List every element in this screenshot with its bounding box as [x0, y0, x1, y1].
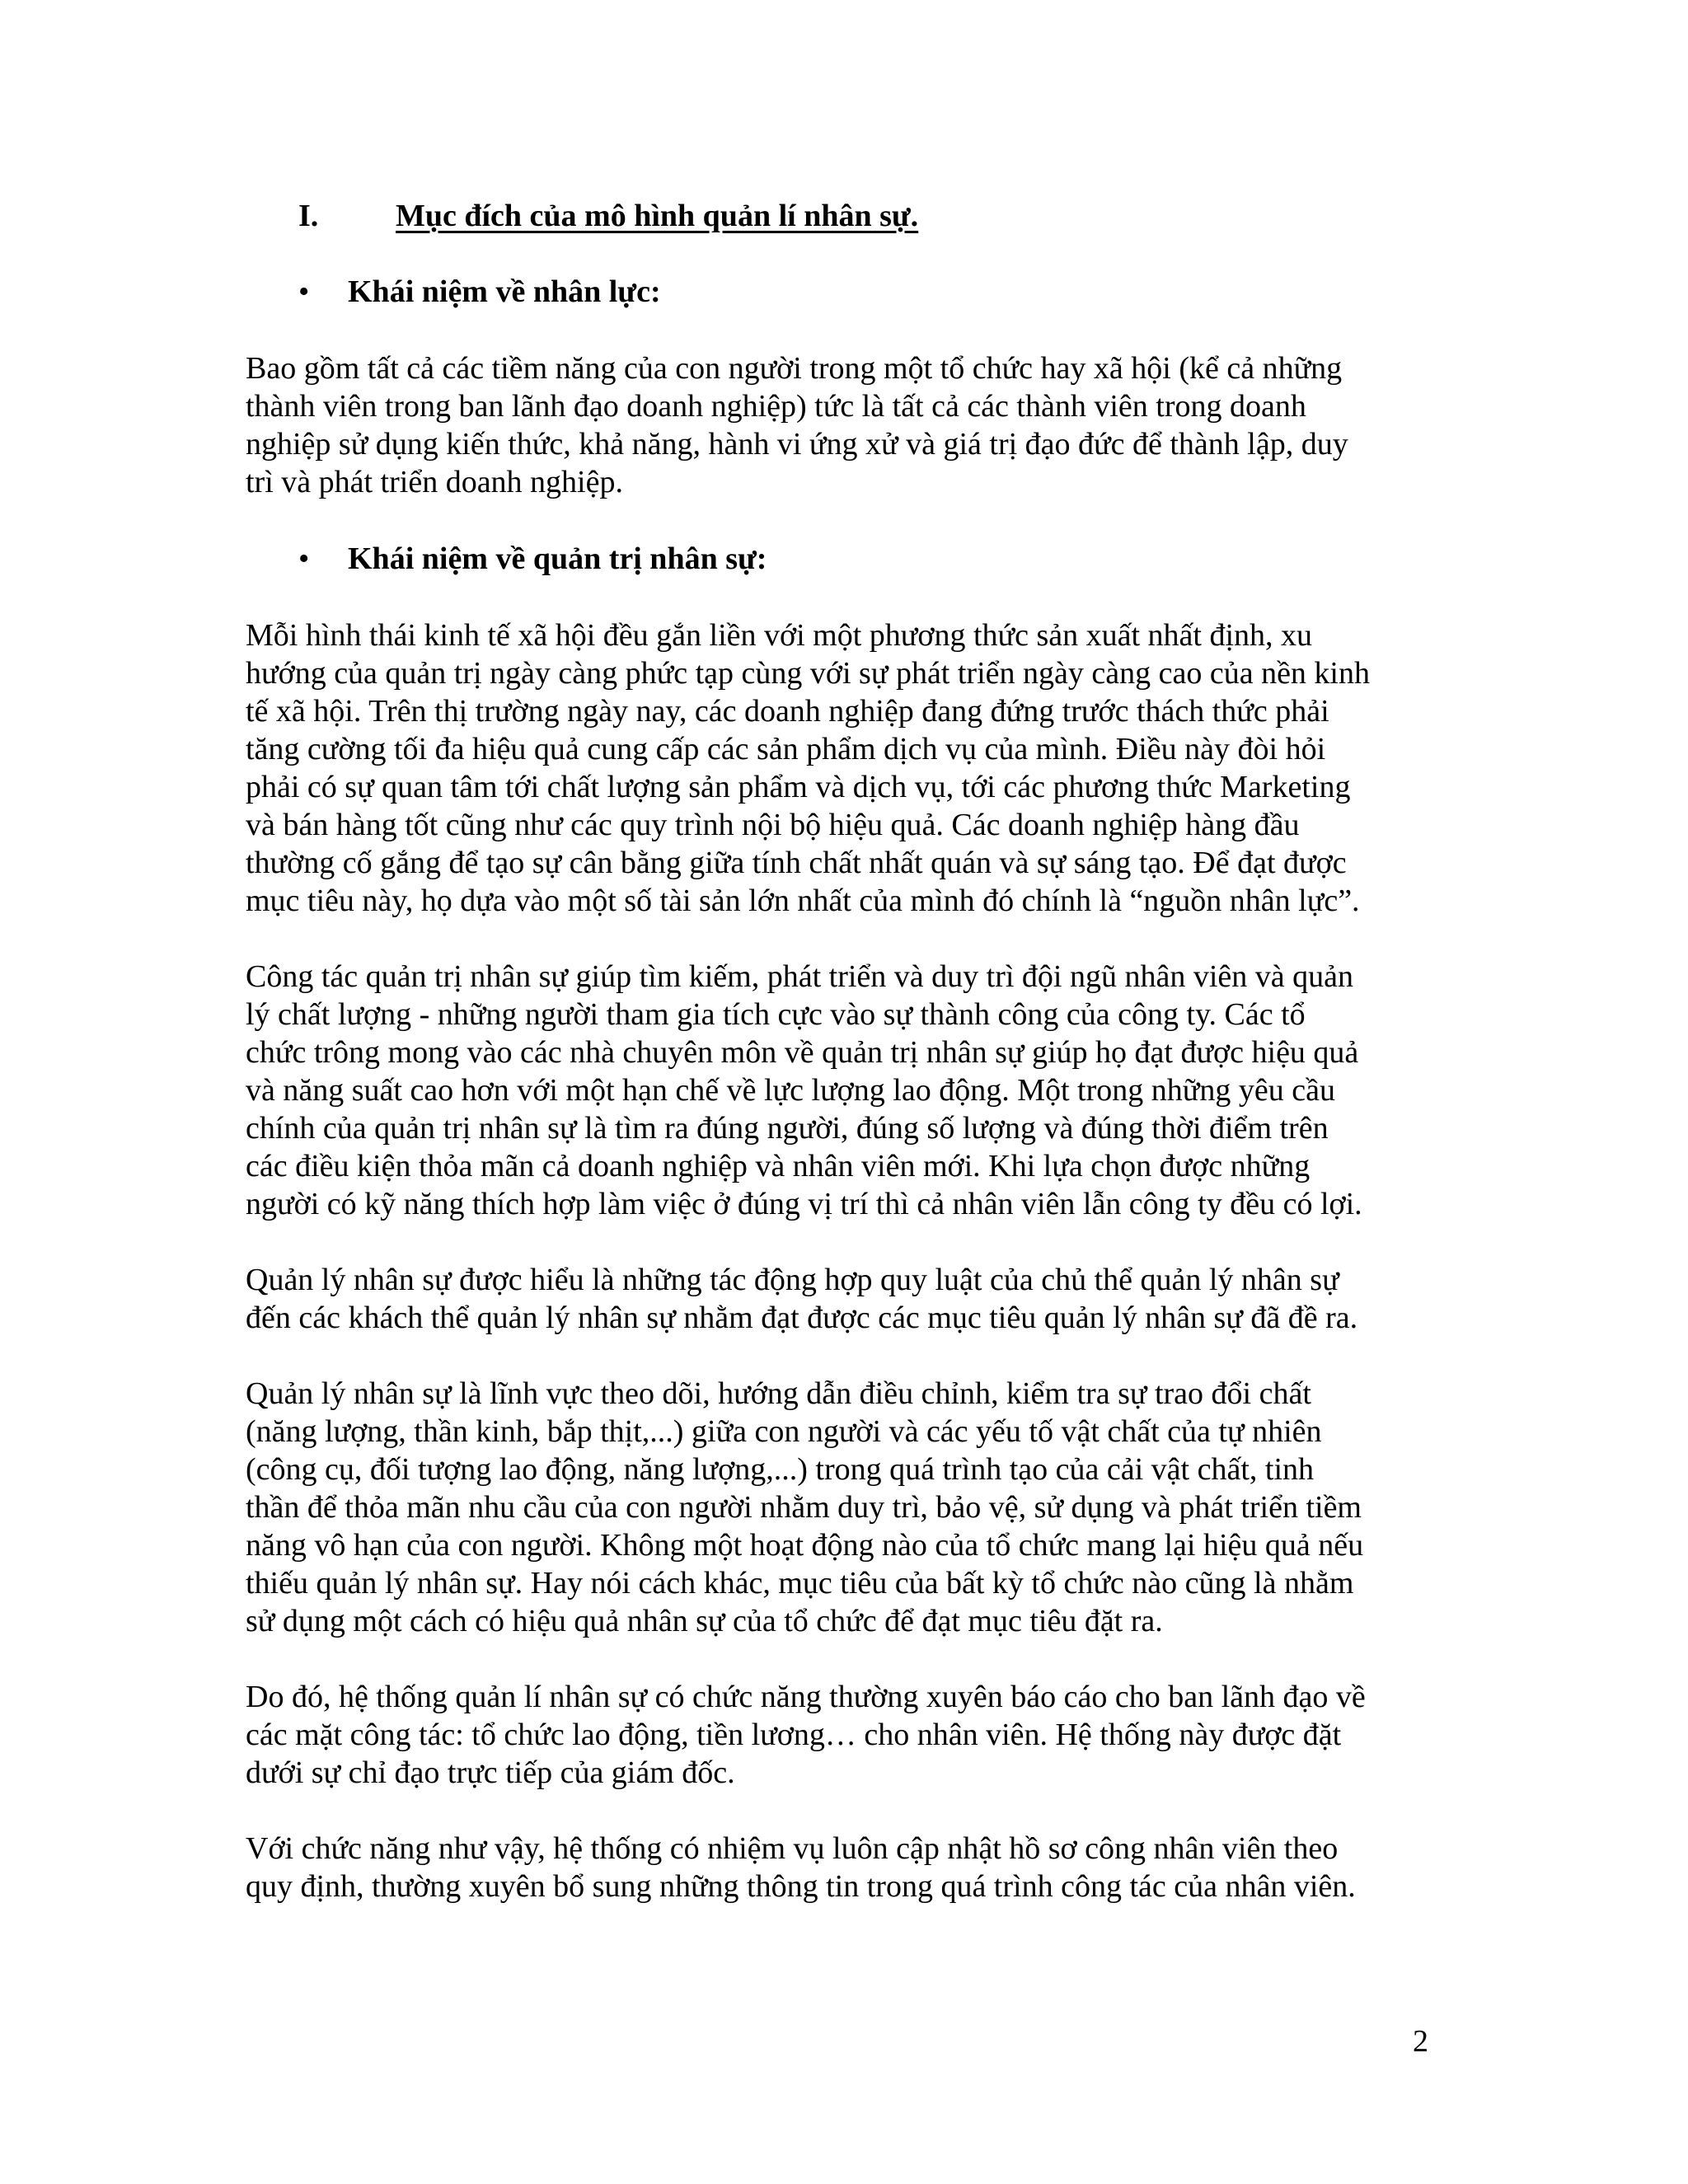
section-title: Mục đích của mô hình quản lí nhân sự.: [396, 199, 919, 233]
bullet-item: [298, 539, 767, 579]
page-number: 2: [1413, 2024, 1428, 2059]
paragraph: Quản lý nhân sự là lĩnh vực theo dõi, hướng dẫn điều chỉnh, kiểm tra sự trao đổi chất (năng lượng, thần kinh, bắp thịt,...) giữa con người và các yếu tố vật chất của tự nhiên (công cụ, đối tượng lao động, năng lượng,...) trong quá trình tạo của cải vật chất, tinh thần để thỏa mãn nhu cầu của con người nhằm duy trì, bảo vệ, sử dụng và phát triển tiềm năng vô hạn của con người. Không một hoạt động nào của tổ chức mang lại hiệu quả nếu thiếu quản lý nhân sự. Hay nói cách khác, mục tiêu của bất kỳ tổ chức nào cũng là nhằm sử dụng một cách có hiệu quả nhân sự của tổ chức để đạt mục tiêu đặt ra.: [246, 1376, 1364, 1638]
section-number: I.: [298, 199, 319, 233]
bullet-item: [298, 272, 661, 312]
paragraph: Do đó, hệ thống quản lí nhân sự có chức năng thường xuyên báo cáo cho ban lãnh đạo về các mặt công tác: tổ chức lao động, tiền lương… cho nhân viên. Hệ thống này được đặt dưới sự chỉ đạo trực tiếp của giám đốc.: [246, 1680, 1366, 1790]
paragraph: Quản lý nhân sự được hiểu là những tác động hợp quy luật của chủ thể quản lý nhân sự đến các khách thể quản lý nhân sự nhằm đạt được các mục tiêu quản lý nhân sự đã đề ra.: [246, 1263, 1358, 1335]
bullet-label: Khái niệm về nhân lực:: [348, 274, 661, 309]
paragraph: Với chức năng như vậy, hệ thống có nhiệm vụ luôn cập nhật hồ sơ công nhân viên theo quy định, thường xuyên bổ sung những thông tin trong quá trình công tác của nhân viên.: [246, 1831, 1356, 1904]
paragraph: Bao gồm tất cả các tiềm năng của con người trong một tổ chức hay xã hội (kể cả những thành viên trong ban lãnh đạo doanh nghiệp) tức là tất cả các thành viên trong doanh nghiệp sử dụng kiến thức, khả năng, hành vi ứng xử và giá trị đạo đức để thành lập, duy trì và phát triển doanh nghiệp.: [246, 351, 1348, 499]
bullet-label: Khái niệm về quản trị nhân sự:: [348, 541, 767, 576]
paragraph: Công tác quản trị nhân sự giúp tìm kiếm, phát triển và duy trì đội ngũ nhân viên và quản lý chất lượng - những người tham gia tích cực vào sự thành công của công ty. Các tổ chức trông mong vào các nhà chuyên môn về quản trị nhân sự giúp họ đạt được hiệu quả và năng suất cao hơn với một hạn chế về lực lượng lao động. Một trong những yêu cầu chính của quản trị nhân sự là tìm ra đúng người, đúng số lượng và đúng thời điểm trên các điều kiện thỏa mãn cả doanh nghiệp và nhân viên mới. Khi lựa chọn được những người có kỹ năng thích hợp làm việc ở đúng vị trí thì cả nhân viên lẫn công ty đều có lợi.: [246, 959, 1362, 1221]
bullet-icon: •: [298, 274, 310, 309]
section-heading: [298, 196, 918, 236]
bullet-icon: •: [298, 541, 310, 576]
paragraph: Mỗi hình thái kinh tế xã hội đều gắn liền với một phương thức sản xuất nhất định, xu hướng của quản trị ngày càng phức tạp cùng với sự phát triển ngày càng cao của nền kinh tế xã hội. Trên thị trường ngày nay, các doanh nghiệp đang đứng trước thách thức phải tăng cường tối đa hiệu quả cung cấp các sản phẩm dịch vụ của mình. Điều này đòi hỏi phải có sự quan tâm tới chất lượng sản phẩm và dịch vụ, tới các phương thức Marketing và bán hàng tốt cũng như các quy trình nội bộ hiệu quả. Các doanh nghiệp hàng đầu thường cố gắng để tạo sự cân bằng giữa tính chất nhất quán và sự sáng tạo. Để đạt được mục tiêu này, họ dựa vào một số tài sản lớn nhất của mình đó chính là “nguồn nhân lực”.: [246, 618, 1370, 918]
